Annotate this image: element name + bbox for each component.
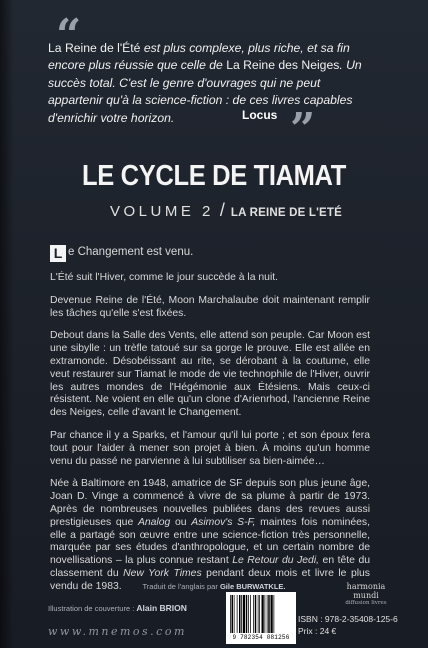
- bio-nyt: New York Times: [123, 567, 202, 579]
- series-title: LE CYCLE DE TIAMAT: [82, 160, 346, 192]
- translator-name: Gile BURWATKLE.: [219, 582, 286, 591]
- blurb-text-1: est plus complexe, plus riche, et sa fin encore plus réussie que celle de: [48, 41, 350, 73]
- open-quote-mark: “: [56, 10, 78, 61]
- barcode: [226, 592, 296, 644]
- synopsis: [50, 245, 370, 604]
- publisher-website: www.mnemos.com: [48, 625, 187, 638]
- blurb-book-title-2: La Reine des Neiges: [226, 58, 340, 73]
- bio-novel-jedi: Le Retour du Jedi,: [232, 555, 320, 567]
- spine-shadow: [0, 0, 14, 648]
- close-quote-mark: ”: [290, 104, 312, 155]
- volume-number: VOLUME 2: [110, 203, 214, 220]
- synopsis-paragraph-5: Par chance il y a Sparks, et l'amour qu'il lui porte ; et son époux fera tout pour l'aider à mener son projet à bien. À moins qu'un homme venu du passé ne parvienne à lui subtiliser sa bien-aimée…: [50, 429, 370, 467]
- illustration-credit: [48, 603, 187, 613]
- bio-magazine-analog: Analog: [137, 516, 171, 528]
- bio-text-c: ou: [170, 516, 192, 528]
- synopsis-paragraph-2: L'Été suit l'Hiver, comme le jour succède à la nuit.: [50, 272, 279, 283]
- synopsis-p1-text: e Changement est venu.: [68, 246, 194, 258]
- distributor-name: harmonia mundi: [346, 582, 386, 600]
- volume-line: [110, 200, 410, 221]
- illustration-label: Illustration de couverture :: [48, 604, 137, 613]
- blurb-text-2: . Un succès total. C'est le genre d'ouvrages qui ne peut appartenir qu'à la science-fiction : de ces livres capables d'enrichir votre horizon.: [48, 58, 362, 125]
- bio-text-i: pendant deux mois et livre le plus vendu de 1983.: [50, 567, 371, 592]
- blurb-book-title: La Reine de l'Été: [48, 41, 144, 55]
- review-blurb: [48, 40, 378, 127]
- distributor-logo: [336, 582, 396, 606]
- synopsis-paragraph-1: [50, 245, 370, 262]
- distributor-sub: diffusion livres: [345, 600, 387, 606]
- isbn: ISBN : 978-2-35408-125-6: [298, 614, 398, 624]
- barcode-number: 9 782354 081256: [232, 634, 290, 641]
- barcode-bars: [230, 595, 292, 633]
- translator-label: Traduit de l'anglais par: [142, 582, 220, 591]
- bio-magazine-asimov: Asimov's S-F,: [191, 516, 256, 528]
- volume-separator: /: [219, 200, 225, 220]
- isbn-price-block: [298, 613, 398, 637]
- drop-cap: L: [50, 245, 66, 262]
- synopsis-paragraph-3: Devenue Reine de l'Été, Moon Marchalaube doit maintenant remplir les tâches qu'elle s'est fixées.: [50, 294, 370, 319]
- illustrator-name: Alain BRION: [136, 603, 187, 613]
- bio-text-a: Née à Baltimore en 1948, amatrice de SF depuis son plus jeune âge, Joan D. Vinge a commencé à vivre de sa plume à partir de 1973. Après de nombreuses nouvelles publiées dans des revues aussi prestigieuses que: [50, 478, 370, 528]
- price: Prix : 24 €: [298, 626, 337, 636]
- blurb-source: Locus: [242, 108, 278, 122]
- book-subtitle: LA REINE DE L'ETÉ: [230, 207, 343, 219]
- bio-text-g: en tête du classement du: [50, 555, 371, 579]
- author-bio: [50, 478, 370, 593]
- synopsis-paragraph-4: Debout dans la Salle des Vents, elle attend son peuple. Car Moon est une sibylle : un trèfle tatoué sur sa gorge le prouve. Elle est allée en extramonde. Désobéissant au rite, se dérobant à la coutume, elle veut restaurer sur Tiamat le mode de vie technophile de l'Hiver, ouvrir les autres mondes de l'Hégémonie aux Étésiens. Mais ceux-ci résistent. Ne voient en elle qu'un clone d'Arienrhod, l'ancienne Reine des Neiges, celle d'avant le Changement.: [50, 330, 371, 419]
- bio-text-e: maintes fois nominées, elle a partagé son œuvre entre une science-fiction très personnelle, marquée par ses études d'anthropologue, et un certain nombre de novellisations – la plus connue restant: [50, 516, 370, 567]
